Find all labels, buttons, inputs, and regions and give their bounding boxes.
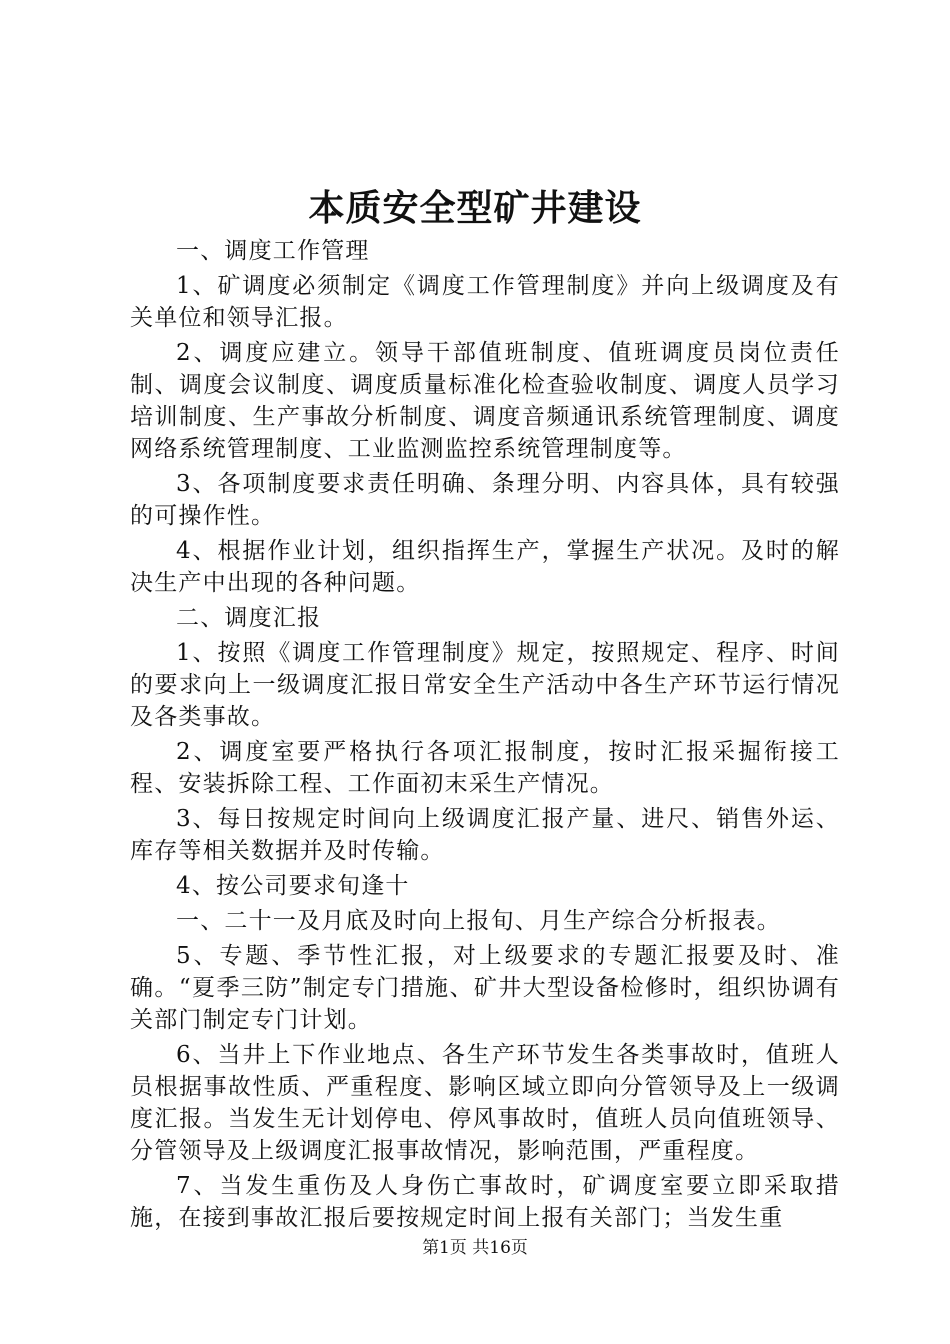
document-title: 本质安全型矿井建设 xyxy=(308,188,642,229)
paragraph: 3、每日按规定时间向上级调度汇报产量、进尺、销售外运、库存等相关数据并及时传输。 xyxy=(130,806,840,864)
document-body xyxy=(130,235,840,1237)
paragraph: 7、当发生重伤及人身伤亡事故时，矿调度室要立即采取措施，在接到事故汇报后要按规定时间上报有关部门；当发生重 xyxy=(130,1173,840,1231)
paragraph: 2、调度室要严格执行各项汇报制度，按时汇报采掘衔接工程、安装拆除工程、工作面初末采生产情况。 xyxy=(130,739,840,797)
page-number: 第1页 共16页 xyxy=(422,1238,528,1258)
paragraph: 6、当井上下作业地点、各生产环节发生各类事故时，值班人员根据事故性质、严重程度、影响区域立即向分管领导及上一级调度汇报。当发生无计划停电、停风事故时，值班人员向值班领导、分管领导及上级调度汇报事故情况，影响范围，严重程度。 xyxy=(130,1042,840,1164)
paragraph: 4、根据作业计划，组织指挥生产，掌握生产状况。及时的解决生产中出现的各种问题。 xyxy=(130,538,840,596)
paragraph: 3、各项制度要求责任明确、条理分明、内容具体，具有较强的可操作性。 xyxy=(130,471,840,529)
section-heading-dispatch-report: 二、调度汇报 xyxy=(176,605,322,631)
paragraph: 1、矿调度必须制定《调度工作管理制度》并向上级调度及有关单位和领导汇报。 xyxy=(130,273,840,331)
paragraph: 4、按公司要求旬逢十 xyxy=(176,873,410,899)
paragraph: 1、按照《调度工作管理制度》规定，按照规定、程序、时间的要求向上一级调度汇报日常安全生产活动中各生产环节运行情况及各类事故。 xyxy=(130,640,840,730)
paragraph: 一、二十一及月底及时向上报旬、月生产综合分析报表。 xyxy=(176,908,781,934)
section-heading-dispatch-management: 一、调度工作管理 xyxy=(176,238,370,264)
paragraph: 5、专题、季节性汇报，对上级要求的专题汇报要及时、准确。“夏季三防”制定专门措施、矿井大型设备检修时，组织协调有关部门制定专门计划。 xyxy=(130,943,840,1033)
paragraph: 2、调度应建立。领导干部值班制度、值班调度员岗位责任制、调度会议制度、调度质量标准化检查验收制度、调度人员学习培训制度、生产事故分析制度、调度音频通讯系统管理制度、调度网络系统管理制度、工业监测监控系统管理制度等。 xyxy=(130,340,840,462)
